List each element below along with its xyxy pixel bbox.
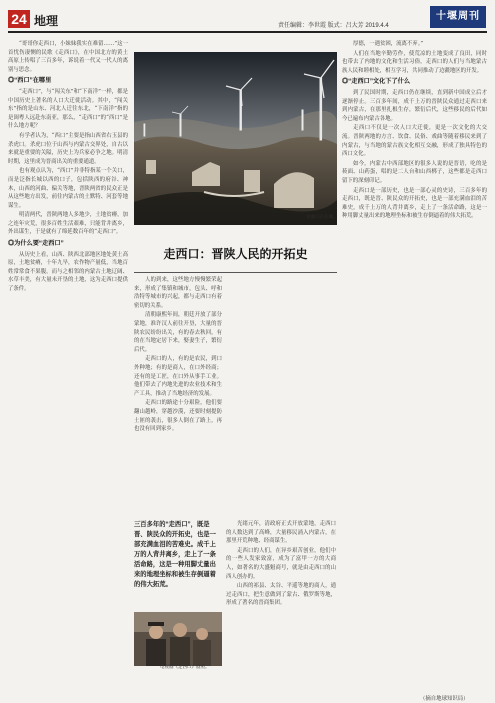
paragraph: 到了民国时期，走西口仍在继续，直到新中国成立后才逐渐停止。三百多年间，成千上万的晋陕民众通过走西口来到内蒙古，在那里扎根生存，繁衍后代，这些移民的后代如今已遍布内蒙古各地。 (342, 89, 487, 122)
paragraph: 厚德，一遇贫困，流离不弃。” (353, 41, 424, 47)
section-heading: ◎“走西口”文化下了什么 (342, 78, 411, 86)
source-credit: （摘自地球知识局） (420, 696, 469, 702)
article-column-3 (226, 520, 336, 690)
section-heading: ◎为什么要“走西口” (8, 240, 64, 248)
paragraph: 如今，内蒙古中西部地区的很多人说的是晋语，吃的是莜面、山药蛋，唱的是二人台和山西梆子，这些都是走西口留下的深刻印记。 (342, 160, 487, 184)
paragraph: 光绪元年，清政府正式开放蒙地，走西口的人数达到了高峰，大量移民涌入内蒙古，在那里开荒种地、经商谋生。 (226, 521, 336, 545)
paragraph: 从历史上看，山西、陕西北部地区地处黄土高原，土地贫瘠，十年九旱，农作物产量低，当地百姓常常食不果腹。而与之相邻的内蒙古土地辽阔、水草丰美，有大量未开垦的土地，这为走西口提供了条件。 (8, 251, 128, 293)
paragraph: “哥哥你走西口，小妹妹我实在难留……”这一首忧伤凄恻的民歌《走西口》，在中国北方的黄土高原上传唱了三百多年，诉说着一代又一代人的离别与思念。 (8, 41, 128, 73)
page-header (0, 0, 495, 34)
paragraph: 清朝康熙年间，朝廷开放了部分蒙地，准许汉人前往开垦，大量的晋陕农民纷纷出关，有的春去秋回，有的在当地定居下来，娶妻生子，繁衍后代。 (134, 312, 222, 353)
portrait-caption: 电视剧《走西口》剧照。 (160, 664, 210, 669)
paragraph: 人们在当地辛勤劳作，使荒凉的土地变成了良田，同时也带去了内地的文化和生活习俗，走西口的人们与当地蒙古族人民和睦相处，相互学习，共同推动了边疆地区的开发。 (342, 50, 487, 74)
wind-turbine-landscape-photo (134, 52, 337, 225)
page-number: 24 (8, 10, 30, 28)
paragraph: 走西口是一部历史，也是一部心灵的史诗，三百多年的走西口，既是晋、陕民众的开拓史，也是一部充满血泪的苦难史，成千上万的人背井离乡，走上了一条活命路，这是一种用脚丈量出来的地理坐标和被生存倒逼着的伟大拓荒。 (342, 187, 487, 220)
paragraph: 山西的祁县、太谷、平遥等地的商人，通过走西口，把生意做到了蒙古、俄罗斯等地，形成了著名的晋商集团。 (226, 583, 336, 607)
header-rule (8, 31, 487, 33)
article-headline: 走西口：晋陕人民的开拓史 (163, 247, 308, 261)
photo-caption: 杀虎口古长城。 (306, 214, 338, 219)
paragraph: 有学者认为，“西口”主要是指山西省右玉县的杀虎口。杀虎口位于山西与内蒙古交界处，自古以来就是重要的关隘，历史上为兵家必争之地。明清时期，这里成为晋商出关的重要通道。 (8, 132, 128, 165)
pull-quote: 三百多年的“走西口”，既是晋、陕民众的开拓史，也是一部充满血泪的苦难史。成千上万的人背井离乡，走上了一条活命路，这是一种用脚丈量出来的地理坐标和被生存倒逼着的伟大拓荒。 (134, 521, 216, 588)
paragraph: 走西口不仅是一次人口大迁徙，更是一次文化的大交流。晋陕两地的方言、饮食、民俗、戏曲等随着移民来到了内蒙古，与当地的蒙古族文化相互交融，形成了独具特色的西口文化。 (342, 125, 487, 158)
section-title: 地理 (34, 14, 59, 28)
headline-rule (134, 272, 337, 273)
paragraph: 走西口的路途十分艰险，他们要翻山越岭，穿越沙漠，还要时刻提防土匪的袭击，很多人倒在了路上，再也没有回到家乡。 (134, 400, 222, 433)
editors-line: 责任编辑：李世霞 版式：吕大芳 2019.4.4 (278, 23, 389, 29)
article-column-1 (8, 40, 128, 690)
brand-logo: 十堰周刊 (430, 6, 486, 28)
section-heading: ◎“西口”在哪里 (8, 77, 52, 85)
paragraph: 走西口的人们，在异乡艰苦创业，他们中的一些人发家致富，成为了富甲一方的大商人，如著名的大盛魁商号，就是由走西口的山西人创办的。 (226, 547, 336, 580)
paragraph: 人的到来，这些地方慢慢繁荣起来，形成了集镇和城市，包头、呼和浩特等城市的兴起，都与走西口有着密切的关系。 (134, 277, 222, 309)
paragraph: “走西口”，与“闯关东”和“下南洋”一样，都是中国历史上著名的人口大迁徙活动。其中，“闯关东”指的是山东、河北人迁往东北，“下南洋”指的是闽粤人远赴东南亚，那么，“走西口”的“西口”是什么地方呢？ (8, 88, 128, 130)
article-column-4 (342, 40, 487, 690)
article-column-2b (134, 276, 222, 512)
paragraph: 明清两代，晋陕两地人多地少，土地贫瘠，加之连年灾荒，很多百姓生活艰难，只能背井离乡，外出谋生，于是就有了绵延数百年的“走西口”。 (8, 212, 128, 236)
tv-drama-still-photo (134, 612, 222, 666)
paragraph: 也有观点认为，“西口”并非特指某一个关口，而是泛指长城以西的口子，包括陕西的府谷、神木，山西的河曲、偏关等地，晋陕两省的民众正是从这些地方出发，前往内蒙古的土默特、河套等地谋生。 (8, 168, 128, 209)
paragraph: 走西口的人，有的是农民，到口外种地；有的是商人，在口外经商；还有的是工匠，在口外从事手工业。他们带去了内地先进的农业技术和生产工具，推动了当地经济的发展。 (134, 356, 222, 397)
